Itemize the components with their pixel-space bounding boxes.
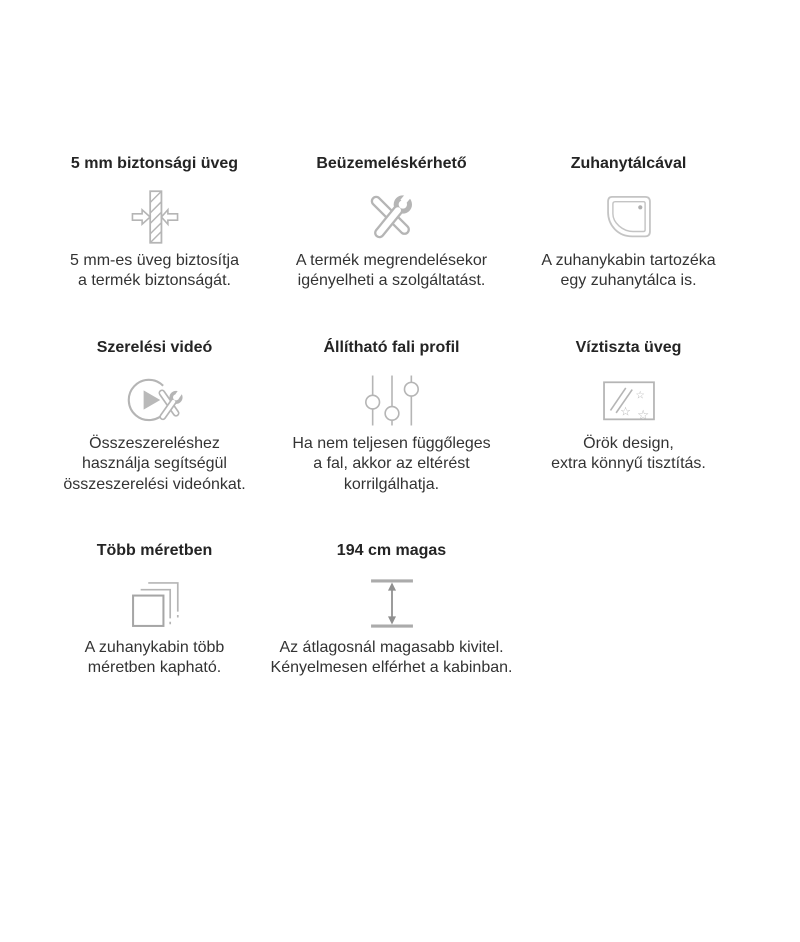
feature-description-line: Kényelmesen elférhet a kabinban. bbox=[270, 658, 513, 676]
feature-card bbox=[36, 325, 273, 494]
height-194cm-icon bbox=[363, 573, 421, 635]
feature-title-line: Beüzemelés bbox=[316, 155, 409, 173]
assembly-video-icon bbox=[124, 369, 186, 431]
features-grid bbox=[36, 142, 800, 678]
feature-card bbox=[273, 142, 510, 291]
feature-description-line: a fal, akkor az eltérést bbox=[313, 455, 470, 473]
feature-title-line: Szerelési videó bbox=[96, 338, 213, 356]
installation-tools-icon bbox=[362, 186, 422, 248]
feature-description bbox=[551, 434, 706, 474]
feature-title-line: 5 mm biztonsági üveg bbox=[70, 155, 239, 173]
shower-tray-icon bbox=[600, 186, 658, 248]
feature-description bbox=[292, 434, 490, 494]
feature-title-line: 194 cm magas bbox=[336, 542, 447, 560]
feature-title bbox=[576, 325, 682, 369]
feature-description-line: Örök design, bbox=[583, 435, 674, 453]
feature-description bbox=[541, 251, 715, 291]
feature-description-line: A termék megrendelésekor bbox=[295, 252, 488, 269]
feature-description bbox=[271, 638, 513, 678]
feature-description-line: igényelheti a szolgáltatást. bbox=[297, 272, 486, 290]
feature-card bbox=[273, 325, 510, 494]
feature-card bbox=[36, 529, 273, 678]
svg-text:☆: ☆ bbox=[619, 404, 631, 419]
feature-card bbox=[36, 142, 273, 291]
feature-description-line: összeszerelési videónkat. bbox=[63, 475, 246, 493]
feature-description-line: Ha nem teljesen függőleges bbox=[292, 435, 491, 453]
feature-description bbox=[85, 638, 225, 678]
feature-description-line: A zuhanykabin több bbox=[84, 638, 225, 656]
feature-card bbox=[270, 529, 513, 678]
feature-title bbox=[337, 529, 446, 573]
feature-description bbox=[70, 251, 239, 291]
svg-text:☆: ☆ bbox=[634, 389, 645, 402]
adjustable-wall-profile-icon bbox=[363, 369, 421, 431]
feature-title bbox=[97, 325, 213, 369]
feature-card bbox=[510, 325, 747, 494]
feature-title bbox=[324, 325, 460, 369]
feature-description-line: egy zuhanytálca is. bbox=[560, 272, 697, 290]
feature-description-line: Összeszereléshez bbox=[89, 435, 220, 453]
feature-description-line: a termék biztonságát. bbox=[78, 272, 231, 290]
feature-description-line: Az átlagosnál magasabb kivitel. bbox=[279, 638, 504, 656]
feature-title-line: kérhető bbox=[408, 155, 467, 173]
feature-description-line: használja segítségül bbox=[82, 455, 227, 473]
feature-title bbox=[97, 529, 213, 573]
feature-title bbox=[571, 142, 687, 186]
svg-text:☆: ☆ bbox=[636, 407, 649, 424]
multiple-sizes-icon bbox=[127, 573, 183, 635]
feature-title bbox=[71, 142, 238, 186]
feature-description-line: 5 mm-es üveg biztosítja bbox=[70, 252, 239, 269]
feature-title-line: Zuhanytálcával bbox=[570, 155, 687, 173]
feature-title-line: Több méretben bbox=[96, 542, 213, 560]
feature-card bbox=[510, 142, 747, 291]
feature-description-line: méretben kapható. bbox=[87, 658, 222, 676]
feature-title-line: Állítható fali profil bbox=[323, 338, 460, 356]
feature-description bbox=[296, 251, 487, 291]
feature-description bbox=[63, 434, 245, 494]
feature-description-line: korrilgálhatja. bbox=[343, 475, 440, 493]
feature-title-line: Víztiszta üveg bbox=[575, 338, 682, 356]
clear-glass-icon bbox=[600, 369, 658, 431]
feature-description-line: extra könnyű tisztítás. bbox=[551, 455, 706, 473]
feature-description-line: A zuhanykabin tartozéka bbox=[541, 252, 716, 269]
feature-title bbox=[316, 142, 466, 186]
glass-thickness-icon bbox=[126, 186, 184, 248]
